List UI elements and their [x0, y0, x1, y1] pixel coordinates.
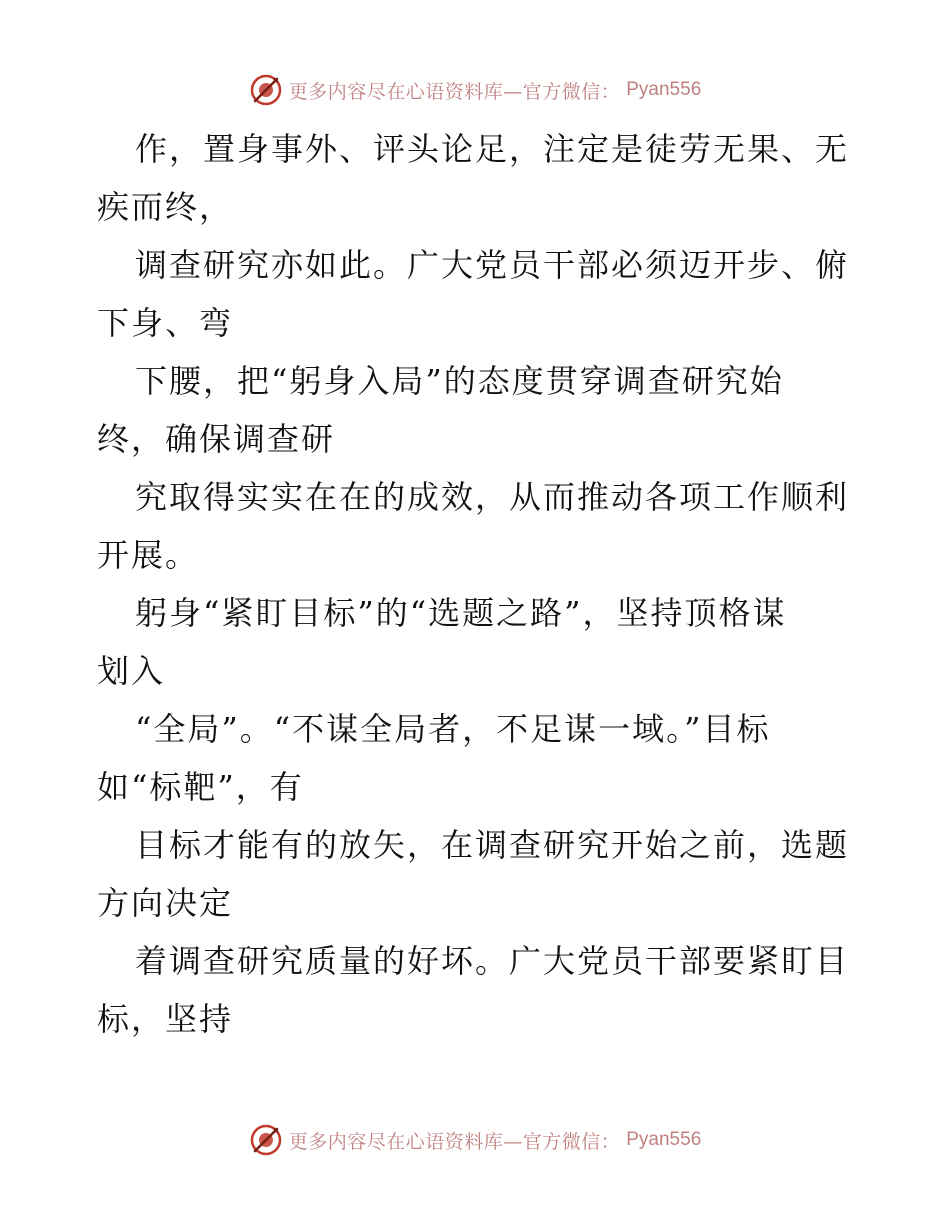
paragraph-5-line-1: 躬身“紧盯目标”的“选题之路”，坚持顶格谋 [135, 594, 787, 632]
paragraph-1-line-1: 作，置身事外、评头论足，注定是徒劳无果、无 [135, 130, 850, 168]
quill-seal-logo-icon [249, 1123, 283, 1157]
header-banner [0, 70, 950, 110]
paragraph-4-line-1: 究取得实实在在的成效，从而推动各项工作顺利 [135, 478, 850, 516]
paragraph-4-line-2: 开展。 [97, 536, 200, 574]
paragraph-2-line-1: 调查研究亦如此。广大党员干部必须迈开步、俯 [135, 246, 850, 284]
paragraph-7 [97, 816, 857, 932]
footer-site-text: 更多内容尽在心语资料库—官方微信： [288, 1130, 621, 1153]
footer-banner [0, 1120, 950, 1160]
paragraph-2-line-2: 下身、弯 [97, 304, 234, 342]
paragraph-6-line-1: “全局”。“不谋全局者，不足谋一域。”目标 [135, 710, 771, 748]
paragraph-3-line-1: 下腰，把“躬身入局”的态度贯穿调查研究始 [135, 362, 784, 400]
paragraph-8 [97, 932, 857, 1048]
paragraph-3 [97, 352, 857, 468]
paragraph-6 [97, 700, 857, 816]
document-body [97, 120, 857, 1048]
paragraph-8-line-1: 着调查研究质量的好坏。广大党员干部要紧盯目 [135, 942, 850, 980]
paragraph-5 [97, 584, 857, 700]
paragraph-5-line-2: 划入 [97, 652, 166, 690]
quill-seal-logo-icon [249, 73, 283, 107]
paragraph-8-line-2: 标，坚持 [97, 1000, 234, 1038]
paragraph-6-line-2: 如“标靶”，有 [97, 768, 304, 806]
paragraph-7-line-2: 方向决定 [97, 884, 234, 922]
footer-wechat-id: Pyan556 [626, 1129, 702, 1150]
paragraph-1 [97, 120, 857, 236]
paragraph-1-line-2: 疾而终， [97, 188, 234, 226]
paragraph-7-line-1: 目标才能有的放矢，在调查研究开始之前，选题 [135, 826, 850, 864]
header-wechat-id: Pyan556 [626, 79, 702, 100]
paragraph-4 [97, 468, 857, 584]
header-site-text: 更多内容尽在心语资料库—官方微信： [288, 80, 621, 103]
paragraph-2 [97, 236, 857, 352]
paragraph-3-line-2: 终，确保调查研 [97, 420, 336, 458]
